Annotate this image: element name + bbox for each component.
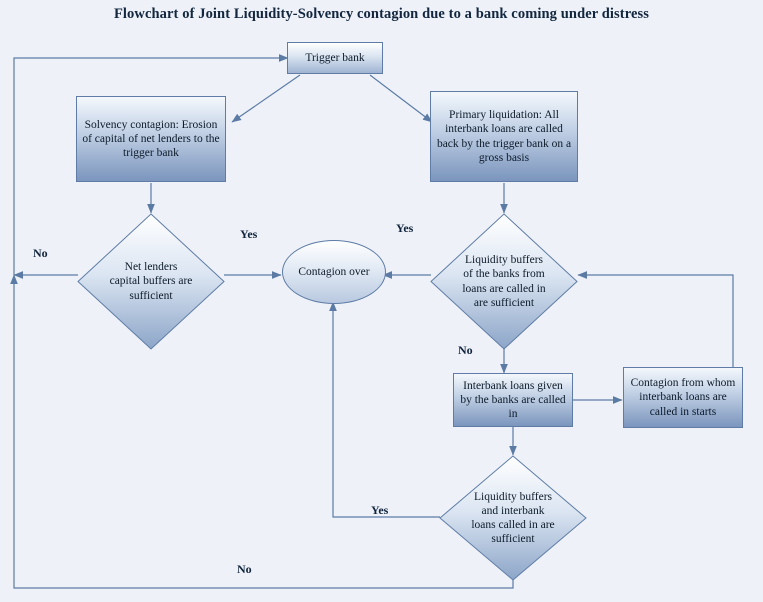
diamond-shape [430, 213, 578, 350]
node-liquidity-buffers-called-label: Liquidity buffers of the banks from loans are called in are sufficient [462, 254, 546, 309]
node-net-lenders-capital[interactable] [77, 213, 225, 350]
node-trigger-bank[interactable] [287, 42, 383, 74]
node-interbank-loans-called[interactable] [453, 373, 573, 427]
node-net-lenders-capital-label: Net lenders capital buffers are sufficient [109, 261, 193, 302]
node-contagion-starts-label: Contagion from whom interbank loans are called in starts [630, 377, 736, 418]
node-trigger-bank-label: Trigger bank [305, 51, 365, 64]
edge-label-yes-bottom: Yes [371, 503, 389, 517]
node-primary-liquidation-label: Primary liquidation: All interbank loans are called back by the trigger bank on a gross basis [436, 109, 572, 164]
edge-label-no-right: No [458, 343, 473, 357]
node-liquidity-buffers-called[interactable] [430, 213, 578, 350]
node-contagion-over-label: Contagion over [298, 265, 370, 278]
node-liquidity-and-loans[interactable] [439, 455, 587, 581]
edge-label-no-left: No [33, 246, 48, 260]
node-primary-liquidation[interactable] [430, 91, 578, 182]
node-solvency-contagion-label: Solvency contagion: Erosion of capital of net lenders to the trigger bank [82, 118, 220, 160]
diamond-shape [439, 455, 587, 581]
diamond-shape [77, 213, 225, 350]
node-solvency-contagion[interactable] [76, 96, 226, 182]
edge-label-yes-left: Yes [240, 227, 258, 241]
node-interbank-loans-called-label: Interbank loans given by the banks are called in [460, 379, 566, 421]
edge-label-yes-right: Yes [396, 221, 414, 235]
node-contagion-over[interactable] [282, 240, 386, 304]
edge-label-no-bottom: No [237, 562, 252, 576]
node-liquidity-and-loans-label: Liquidity buffers and interbank loans called in are sufficient [471, 490, 555, 546]
node-contagion-starts[interactable] [623, 367, 743, 428]
page-title: Flowchart of Joint Liquidity-Solvency contagion due to a bank coming under distress [113, 6, 650, 22]
